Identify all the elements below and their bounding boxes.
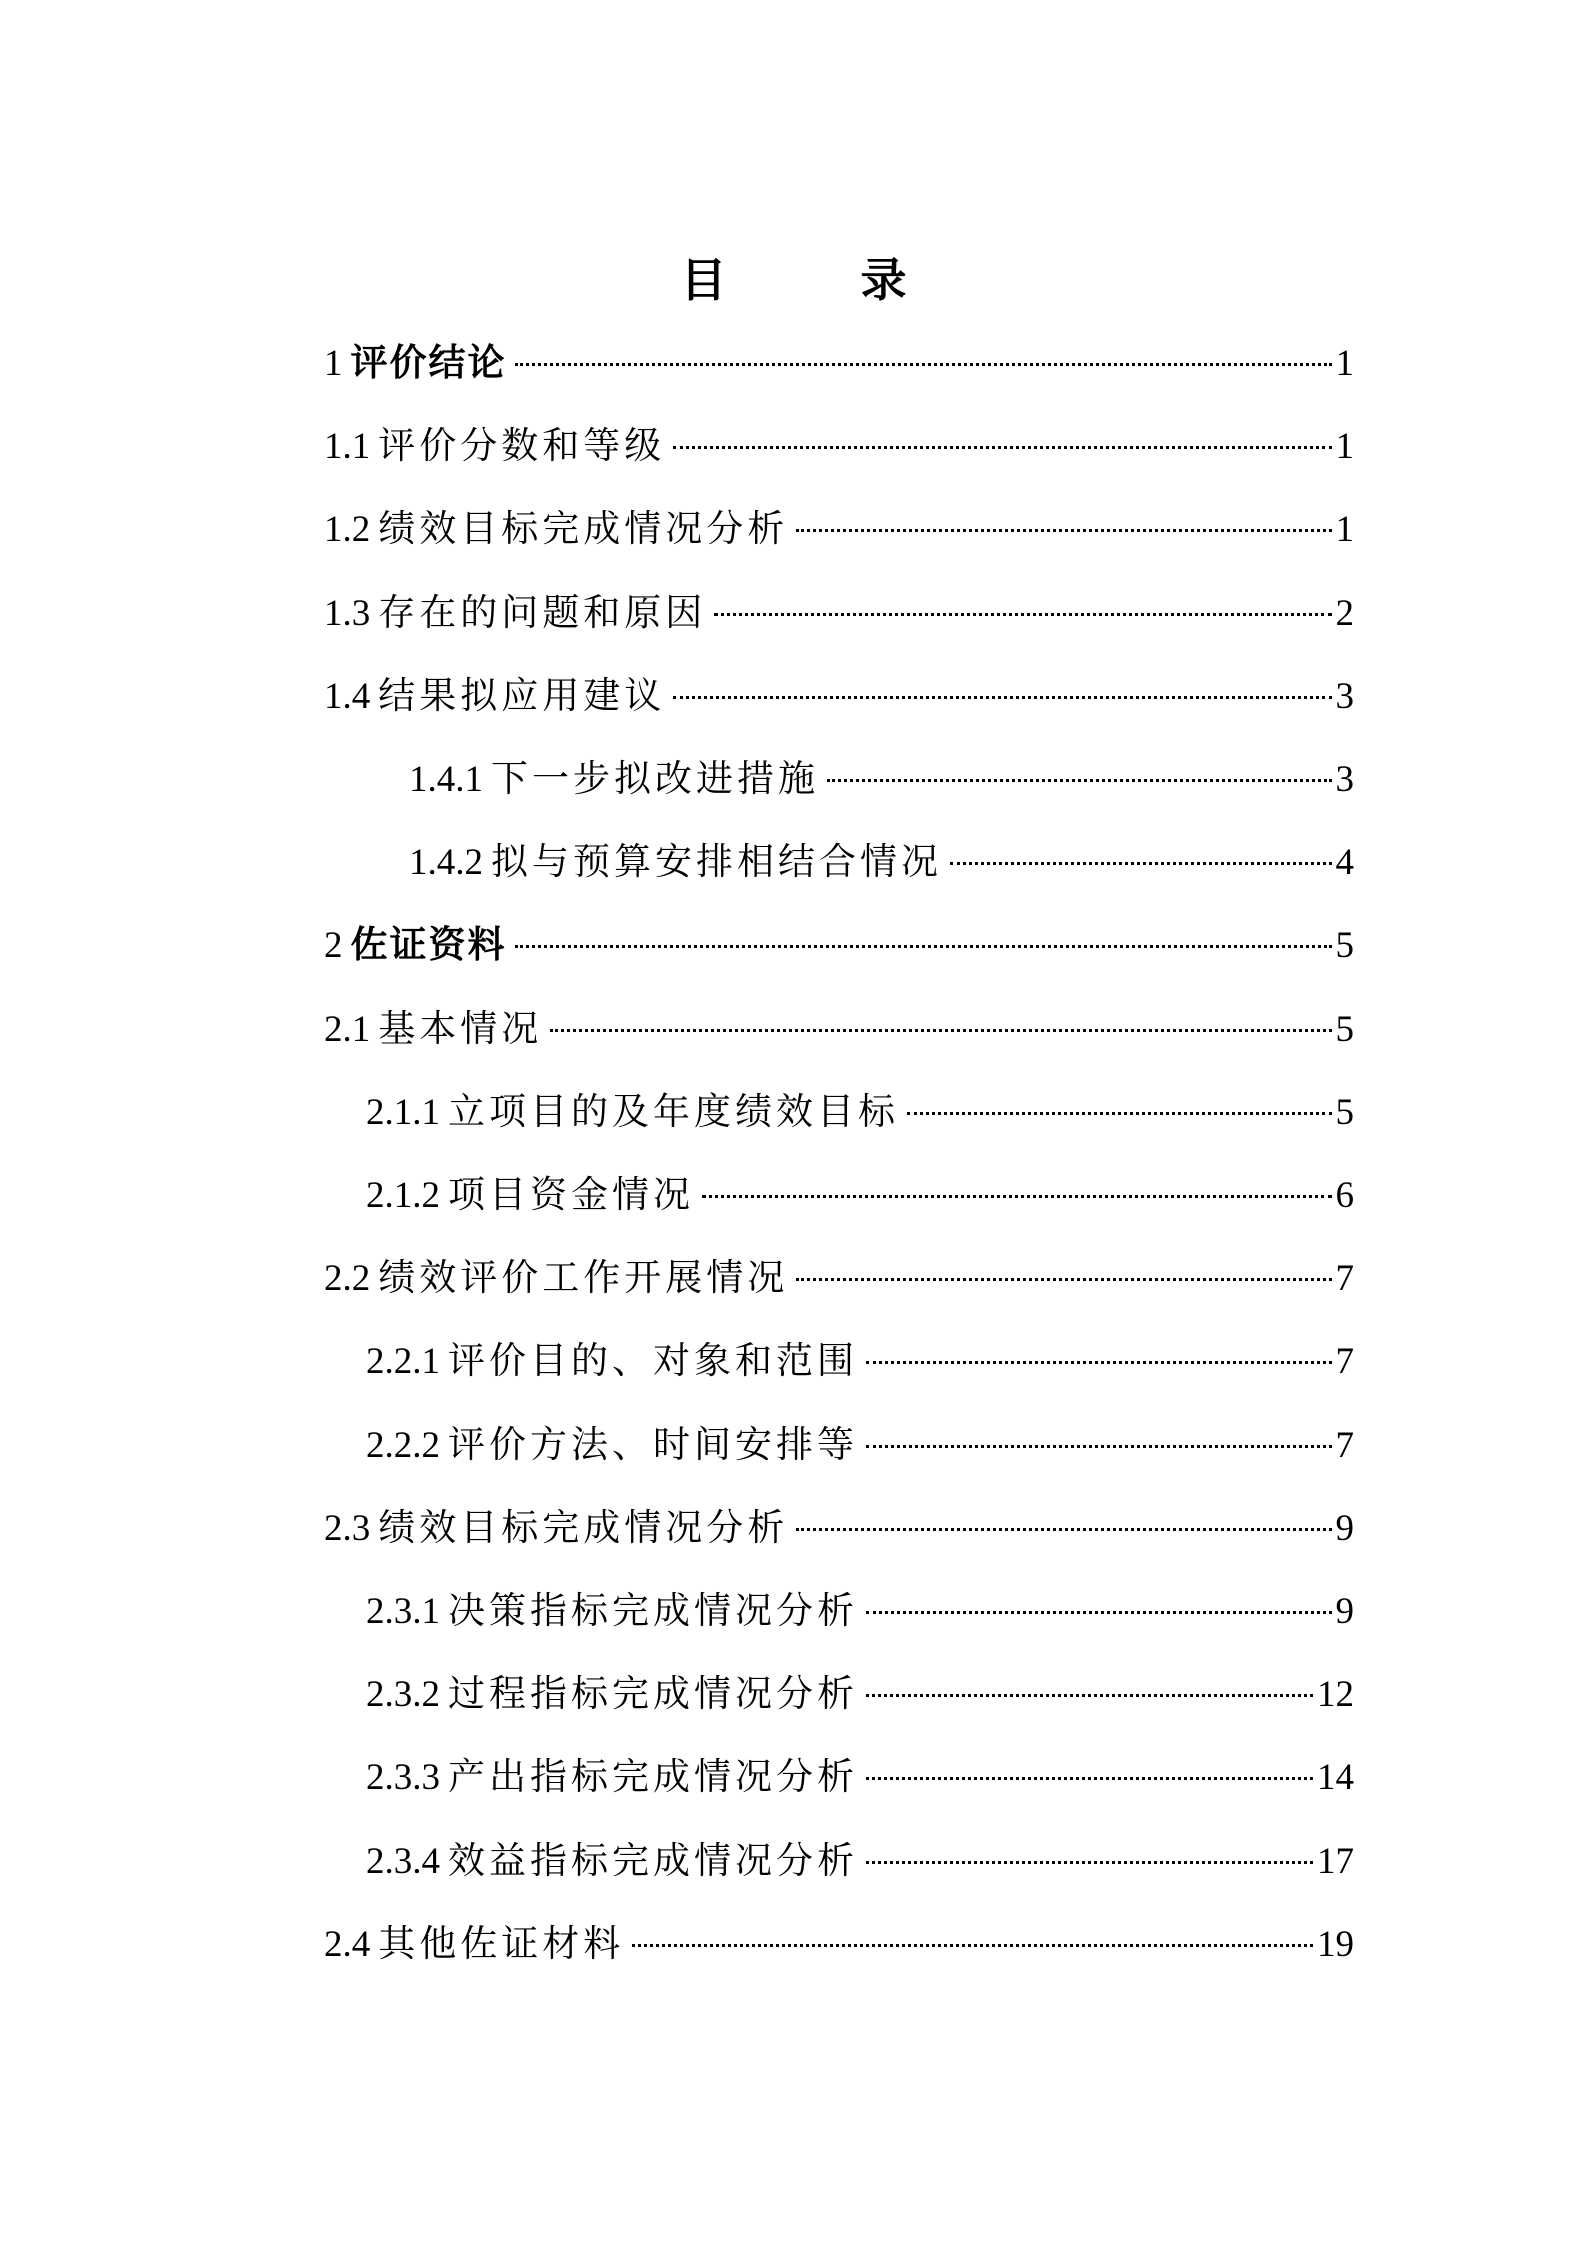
toc-entry-title: 效益指标完成情况分析	[448, 1839, 858, 1882]
toc-entry-number: 1.4	[324, 676, 371, 717]
toc-entry-title: 下一步拟改进措施	[491, 757, 819, 800]
toc-entry-page-number: 17	[1317, 1841, 1354, 1882]
toc-entry-page-number: 4	[1335, 842, 1354, 883]
toc-entry[interactable]	[324, 499, 1354, 559]
toc-dot-leader	[907, 1112, 1332, 1115]
toc-dot-leader	[702, 1195, 1332, 1198]
toc-entry-page-number: 6	[1335, 1175, 1354, 1216]
toc-entry-number: 1	[324, 343, 343, 384]
toc-entry-number: 2.2.2	[366, 1425, 440, 1466]
toc-entry-page-number: 5	[1335, 1092, 1354, 1133]
toc-entry[interactable]	[409, 832, 1354, 892]
toc-entry-number: 2.3	[324, 1508, 371, 1549]
toc-entry-number: 1.3	[324, 593, 371, 634]
toc-entry[interactable]	[366, 1082, 1354, 1142]
toc-dot-leader	[866, 1445, 1332, 1448]
toc-entry-number: 2.4	[324, 1924, 371, 1965]
toc-entry-page-number: 12	[1317, 1674, 1354, 1715]
toc-entry-page-number: 9	[1335, 1508, 1354, 1549]
toc-entry[interactable]	[366, 1415, 1354, 1475]
toc-entry-title: 结果拟应用建议	[378, 674, 666, 717]
toc-entry-number: 1.4.2	[409, 842, 483, 883]
toc-entry-title: 评价方法、时间安排等	[448, 1423, 858, 1466]
toc-entry[interactable]	[324, 583, 1354, 643]
toc-entry-title: 绩效目标完成情况分析	[378, 507, 789, 550]
toc-entry-title: 存在的问题和原因	[378, 591, 707, 634]
toc-entry-title: 产出指标完成情况分析	[448, 1755, 858, 1798]
toc-entry-number: 2.3.4	[366, 1841, 440, 1882]
toc-entry-number: 2.2	[324, 1258, 371, 1299]
toc-dot-leader	[714, 613, 1331, 616]
toc-entry-title: 绩效评价工作开展情况	[378, 1256, 789, 1299]
toc-entry-title: 评价结论	[350, 341, 507, 384]
toc-entry-title: 项目资金情况	[448, 1173, 694, 1216]
toc-dot-leader	[827, 779, 1332, 782]
toc-entry-page-number: 9	[1335, 1591, 1354, 1632]
toc-entry-title: 其他佐证材料	[378, 1922, 625, 1965]
toc-entry[interactable]	[366, 1664, 1354, 1724]
toc-entry-page-number: 2	[1335, 593, 1354, 634]
toc-entry[interactable]	[366, 1747, 1354, 1807]
toc-entry[interactable]	[366, 1581, 1354, 1641]
toc-entry-title: 过程指标完成情况分析	[448, 1672, 858, 1715]
toc-entry[interactable]	[324, 915, 1354, 975]
toc-dot-leader	[866, 1361, 1332, 1364]
toc-entry-number: 2.2.1	[366, 1341, 440, 1382]
toc-entry[interactable]	[366, 1165, 1354, 1225]
toc-entry[interactable]	[409, 749, 1354, 809]
toc-entry[interactable]	[324, 999, 1354, 1059]
toc-entry-title: 评价分数和等级	[378, 424, 666, 467]
toc-dot-leader	[515, 363, 1332, 366]
toc-dot-leader	[673, 696, 1331, 699]
toc-entry[interactable]	[324, 1248, 1354, 1308]
toc-entry-page-number: 5	[1335, 925, 1354, 966]
toc-entry-number: 2.3.3	[366, 1757, 440, 1798]
toc-entry-page-number: 7	[1335, 1425, 1354, 1466]
toc-entry-number: 2.1	[324, 1009, 371, 1050]
toc-dot-leader	[866, 1861, 1313, 1864]
toc-dot-leader	[515, 945, 1332, 948]
toc-entry-page-number: 14	[1317, 1757, 1354, 1798]
toc-entry-page-number: 5	[1335, 1009, 1354, 1050]
toc-dot-leader	[550, 1029, 1331, 1032]
toc-title: 目 录	[680, 253, 951, 307]
toc-entry-page-number: 7	[1335, 1258, 1354, 1299]
toc-dot-leader	[866, 1777, 1313, 1780]
toc-dot-leader	[796, 529, 1331, 532]
toc-dot-leader	[866, 1694, 1313, 1697]
toc-entry-page-number: 3	[1335, 676, 1354, 717]
toc-entry-title: 决策指标完成情况分析	[448, 1589, 858, 1632]
toc-entry-number: 1.4.1	[409, 759, 483, 800]
toc-entry[interactable]	[366, 1831, 1354, 1891]
toc-entry-number: 2.1.2	[366, 1175, 440, 1216]
toc-entry-page-number: 7	[1335, 1341, 1354, 1382]
toc-entry-number: 2.1.1	[366, 1092, 440, 1133]
toc-entry-number: 2.3.1	[366, 1591, 440, 1632]
toc-entry-title: 佐证资料	[350, 923, 507, 966]
toc-entry-title: 基本情况	[378, 1007, 543, 1050]
toc-dot-leader	[632, 1944, 1313, 1947]
toc-dot-leader	[866, 1611, 1332, 1614]
toc-dot-leader	[796, 1528, 1331, 1531]
toc-entry[interactable]	[324, 416, 1354, 476]
toc-entry[interactable]	[324, 1914, 1354, 1974]
toc-entry-title: 评价目的、对象和范围	[448, 1339, 858, 1382]
toc-entry-title: 拟与预算安排相结合情况	[491, 840, 942, 883]
toc-entry-number: 1.2	[324, 509, 371, 550]
toc-entry[interactable]	[324, 666, 1354, 726]
toc-entry[interactable]	[324, 1498, 1354, 1558]
toc-entry[interactable]	[324, 333, 1354, 393]
toc-dot-leader	[673, 446, 1331, 449]
toc-entry-number: 1.1	[324, 426, 371, 467]
toc-entry-number: 2.3.2	[366, 1674, 440, 1715]
toc-dot-leader	[950, 862, 1332, 865]
toc-entry-page-number: 1	[1335, 509, 1354, 550]
toc-entry-number: 2	[324, 925, 343, 966]
toc-entry[interactable]	[366, 1331, 1354, 1391]
toc-entry-title: 绩效目标完成情况分析	[378, 1506, 789, 1549]
toc-entry-title: 立项目的及年度绩效目标	[448, 1090, 899, 1133]
toc-entry-page-number: 1	[1335, 426, 1354, 467]
toc-entry-page-number: 1	[1335, 343, 1354, 384]
toc-entry-page-number: 3	[1335, 759, 1354, 800]
toc-dot-leader	[796, 1278, 1331, 1281]
toc-entry-page-number: 19	[1317, 1924, 1354, 1965]
